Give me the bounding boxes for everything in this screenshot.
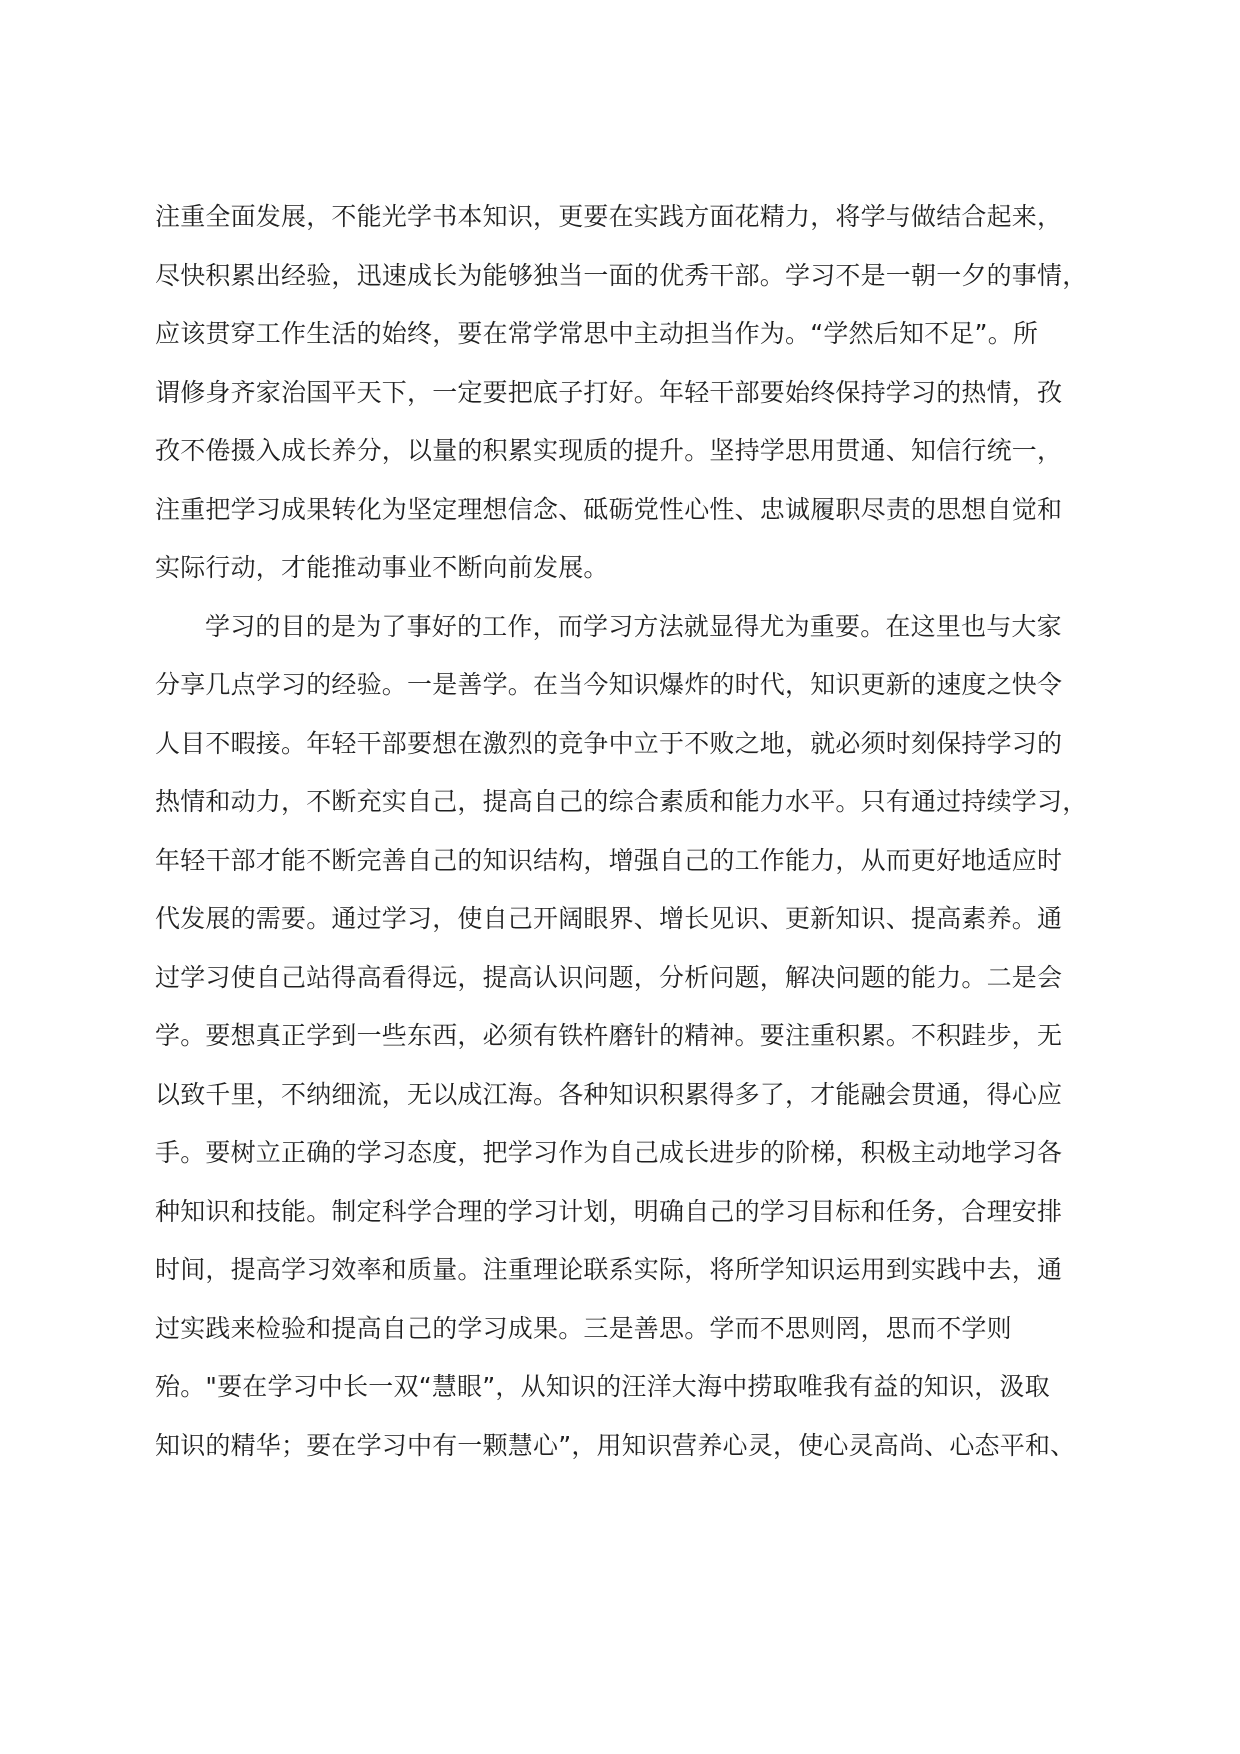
- text-line: 注重把学习成果转化为坚定理想信念、砥砺党性心性、忠诚履职尽责的思想自觉和: [155, 494, 1063, 524]
- text-line: 知识的精华；要在学习中有一颗慧心”，用知识营养心灵，使心灵高尚、心态平和、: [155, 1430, 1076, 1460]
- text-line: 热情和动力，不断充实自己，提高自己的综合素质和能力水平。只有通过持续学习，: [155, 787, 1088, 816]
- text-line: 孜不倦摄入成长养分，以量的积累实现质的提升。坚持学思用贯通、知信行统一，: [155, 436, 1063, 465]
- paragraph-start-line: 学习的目的是为了事好的工作，而学习方法就显得尤为重要。在这里也与大家: [205, 611, 1062, 641]
- text-line: 应该贯穿工作生活的始终，要在常学常思中主动担当作为。“学然后知不足”。所: [155, 319, 1039, 348]
- text-line: 尽快积累出经验，迅速成长为能够独当一面的优秀干部。学习不是一朝一夕的事情，: [155, 260, 1088, 290]
- text-line: 分享几点学习的经验。一是善学。在当今知识爆炸的时代，知识更新的速度之快令: [155, 670, 1063, 699]
- text-line: 时间，提高学习效率和质量。注重理论联系实际，将所学知识运用到实践中去，通: [155, 1255, 1063, 1284]
- text-line: 种知识和技能。制定科学合理的学习计划，明确自己的学习目标和任务，合理安排: [155, 1196, 1063, 1226]
- text-line: 人目不暇接。年轻干部要想在激烈的竞争中立于不败之地，就必须时刻保持学习的: [155, 728, 1063, 758]
- text-line: 手。要树立正确的学习态度，把学习作为自己成长进步的阶梯，积极主动地学习各: [155, 1138, 1063, 1167]
- text-line: 实际行动，才能推动事业不断向前发展。: [155, 553, 609, 582]
- text-line: 学。要想真正学到一些东西，必须有铁杵磨针的精神。要注重积累。不积跬步，无: [155, 1021, 1063, 1050]
- text-line: 过学习使自己站得高看得远，提高认识问题，分析问题，解决问题的能力。二是会: [155, 962, 1063, 992]
- text-line: 谓修身齐家治国平天下，一定要把底子打好。年轻干部要始终保持学习的热情，孜: [155, 377, 1063, 407]
- text-line: 代发展的需要。通过学习，使自己开阔眼界、增长见识、更新知识、提高素养。通: [155, 904, 1063, 933]
- text-line: 过实践来检验和提高自己的学习成果。三是善思。学而不思则罔，思而不学则: [155, 1313, 1012, 1343]
- text-line: 年轻干部才能不断完善自己的知识结构，增强自己的工作能力，从而更好地适应时: [155, 845, 1063, 875]
- body-text: [155, 188, 1088, 1475]
- text-line: 注重全面发展，不能光学书本知识，更要在实践方面花精力，将学与做结合起来，: [155, 202, 1063, 231]
- text-line: 以致千里，不纳细流，无以成江海。各种知识积累得多了，才能融会贯通，得心应: [155, 1079, 1063, 1109]
- text-line: 殆。"要在学习中长一双“慧眼”，从知识的汪洋大海中捞取唯我有益的知识，汲取: [155, 1372, 1050, 1401]
